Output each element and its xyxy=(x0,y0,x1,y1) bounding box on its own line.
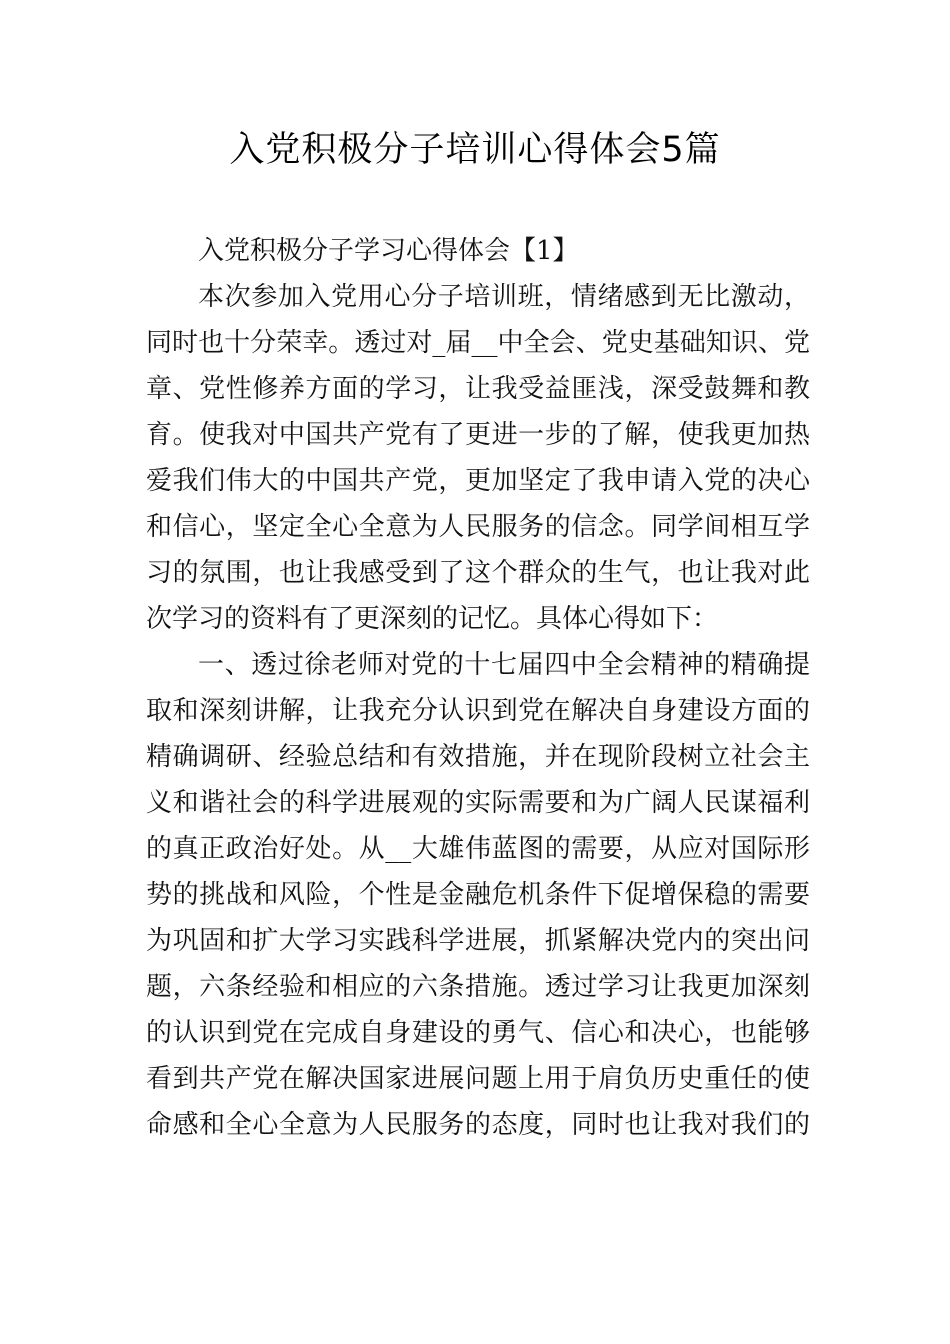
paragraph-line: 习的氛围，也让我感受到了这个群众的生气，也让我对此 xyxy=(146,558,810,588)
paragraph-line: 本次参加入党用心分子培训班，情绪感到无比激动， xyxy=(198,282,810,312)
paragraph-line: 次学习的资料有了更深刻的记忆。具体心得如下： xyxy=(146,604,719,634)
paragraph-line: 章、党性修养方面的学习，让我受益匪浅，深受鼓舞和教 xyxy=(146,374,810,404)
paragraph-line: 的真正政治好处。从__大雄伟蓝图的需要，从应对国际形 xyxy=(146,834,810,864)
paragraph-line: 取和深刻讲解，让我充分认识到党在解决自身建设方面的 xyxy=(146,696,810,726)
paragraph-line: 爱我们伟大的中国共产党，更加坚定了我申请入党的决心 xyxy=(146,466,810,496)
paragraph-line: 的认识到党在完成自身建设的勇气、信心和决心，也能够 xyxy=(146,1018,810,1048)
paragraph-line: 题，六条经验和相应的六条措施。透过学习让我更加深刻 xyxy=(146,972,810,1002)
paragraph-line: 一、透过徐老师对党的十七届四中全会精神的精确提 xyxy=(198,650,810,680)
paragraph-line: 势的挑战和风险，个性是金融危机条件下促增保稳的需要 xyxy=(146,880,810,910)
section-heading: 入党积极分子学习心得体会【1】 xyxy=(198,236,579,266)
paragraph-line: 义和谐社会的科学进展观的实际需要和为广阔人民谋福利 xyxy=(146,788,810,818)
paragraph-line: 命感和全心全意为人民服务的态度，同时也让我对我们的 xyxy=(146,1110,810,1140)
paragraph-line: 同时也十分荣幸。透过对_届__中全会、党史基础知识、党 xyxy=(146,328,810,358)
paragraph-line: 精确调研、经验总结和有效措施，并在现阶段树立社会主 xyxy=(146,742,810,772)
paragraph-line: 为巩固和扩大学习实践科学进展，抓紧解决党内的突出问 xyxy=(146,926,810,956)
paragraph-line: 育。使我对中国共产党有了更进一步的了解，使我更加热 xyxy=(146,420,810,450)
document-title: 入党积极分子培训心得体会5篇 xyxy=(229,130,721,170)
paragraph-line: 和信心，坚定全心全意为人民服务的信念。同学间相互学 xyxy=(146,512,810,542)
paragraph-line: 看到共产党在解决国家进展问题上用于肩负历史重任的使 xyxy=(146,1064,810,1094)
document-body xyxy=(146,228,810,1148)
